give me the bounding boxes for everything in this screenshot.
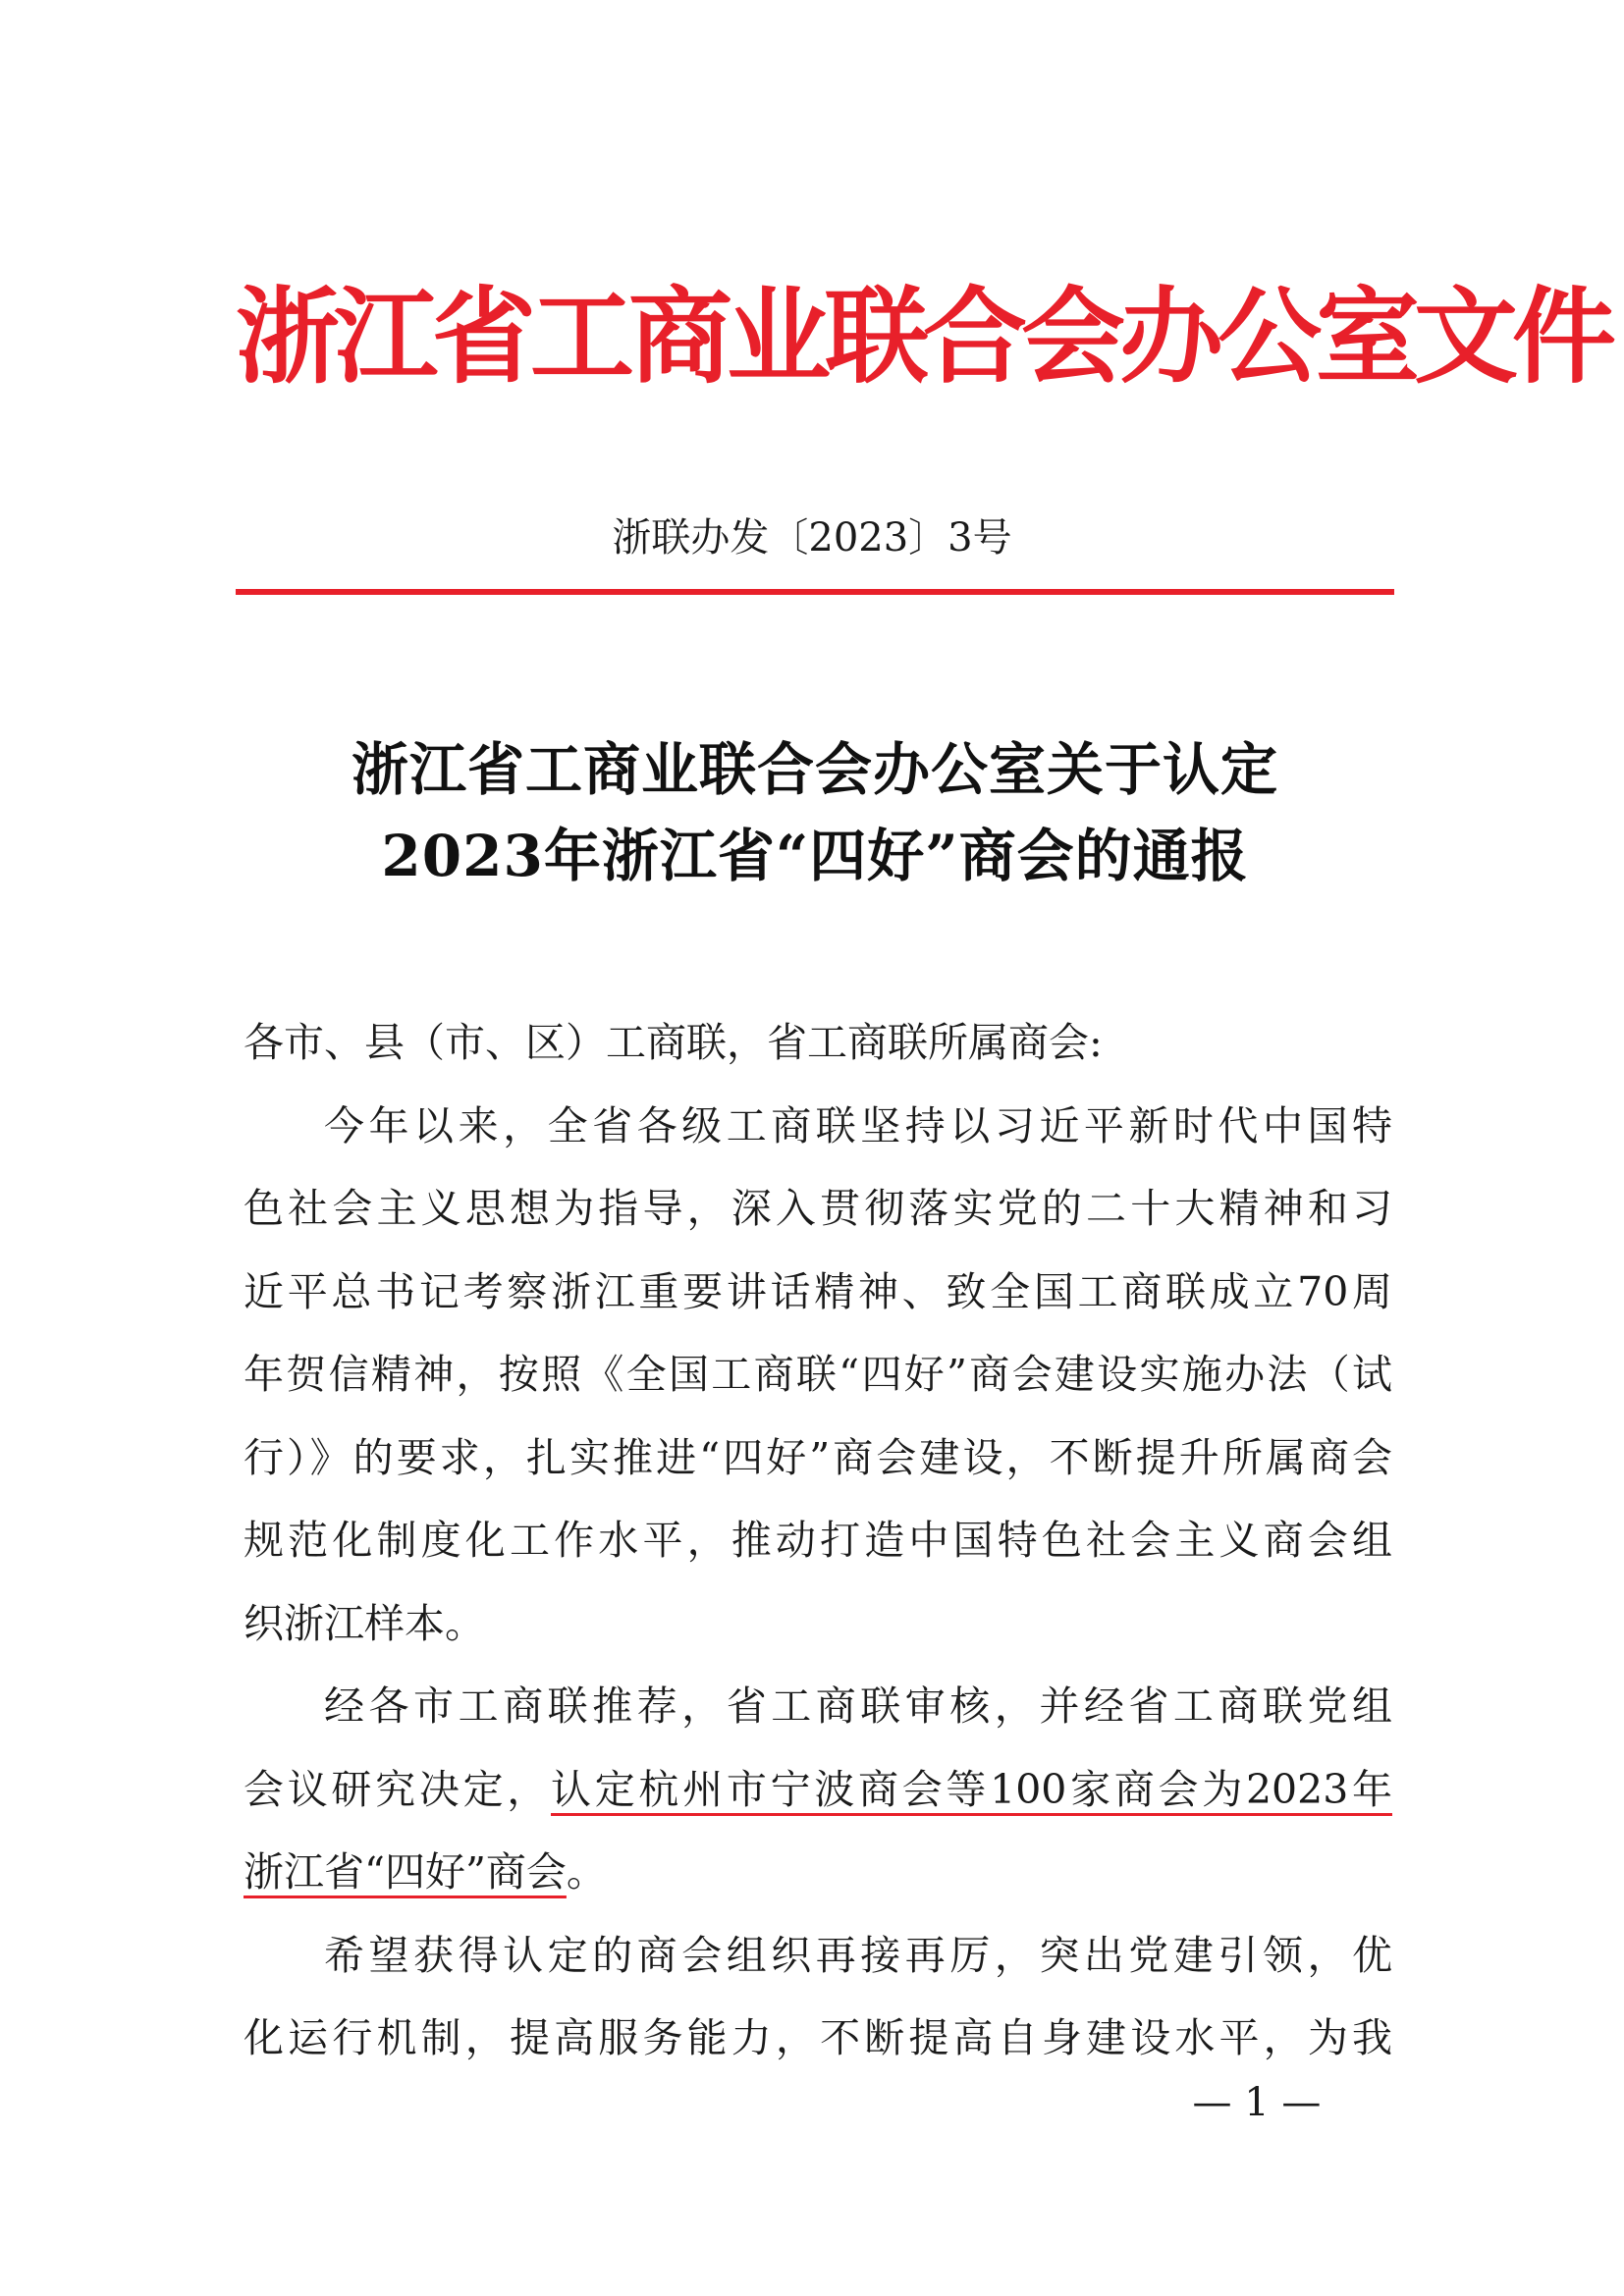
paragraph-1-line-4: 年贺信精神，按照《全国工商联“四好”商会建设实施办法（试 [244, 1351, 1392, 1398]
paragraph-1-line-3: 近平总书记考察浙江重要讲话精神、致全国工商联成立70周 [244, 1267, 1392, 1315]
paragraph-2-line-2 [244, 1748, 1392, 1832]
salutation: 各市、县（市、区）工商联，省工商联所属商会: [244, 1019, 1103, 1066]
paragraph-2-line-2-plain: 会议研究决定， [244, 1765, 551, 1813]
paragraph-3-line-1: 希望获得认定的商会组织再接再厉，突出党建引领，优 [324, 1931, 1392, 1979]
notice-title-line-2: 2023年浙江省“四好”商会的通报 [381, 823, 1249, 889]
paragraph-1-line-7: 织浙江样本。 [244, 1599, 485, 1647]
highlighted-decision-text-end: 浙江省“四好”商会 [244, 1848, 567, 1896]
paragraph-1-line-1: 今年以来，全省各级工商联坚持以习近平新时代中国特 [324, 1101, 1392, 1149]
red-header-title: 浙江省工商业联合会办公室文件 [236, 275, 1610, 398]
page-number: — 1 — [1192, 2080, 1322, 2125]
red-divider-line [236, 589, 1394, 595]
paragraph-1-line-2: 色社会主义思想为指导，深入贯彻落实党的二十大精神和习 [244, 1185, 1392, 1232]
paragraph-3-line-2: 化运行机制，提高服务能力，不断提高自身建设水平，为我 [244, 2014, 1392, 2061]
notice-title-line-1: 浙江省工商业联合会办公室关于认定 [351, 736, 1278, 803]
paragraph-2-line-3 [244, 1831, 1392, 1914]
notice-title [236, 726, 1394, 899]
highlighted-decision-text: 认定杭州市宁波商会等100家商会为2023年 [551, 1765, 1392, 1813]
body-text [244, 1001, 1392, 2080]
paragraph-2-line-1: 经各市工商联推荐，省工商联审核，并经省工商联党组 [324, 1682, 1392, 1730]
paragraph-1-line-5: 行）》的要求，扎实推进“四好”商会建设，不断提升所属商会 [244, 1433, 1392, 1481]
paragraph-1-line-6: 规范化制度化工作水平，推动打造中国特色社会主义商会组 [244, 1517, 1392, 1564]
document-number: 浙联办发〔2023〕3号 [612, 515, 1012, 561]
paragraph-2-line-3-end: 。 [566, 1848, 607, 1896]
